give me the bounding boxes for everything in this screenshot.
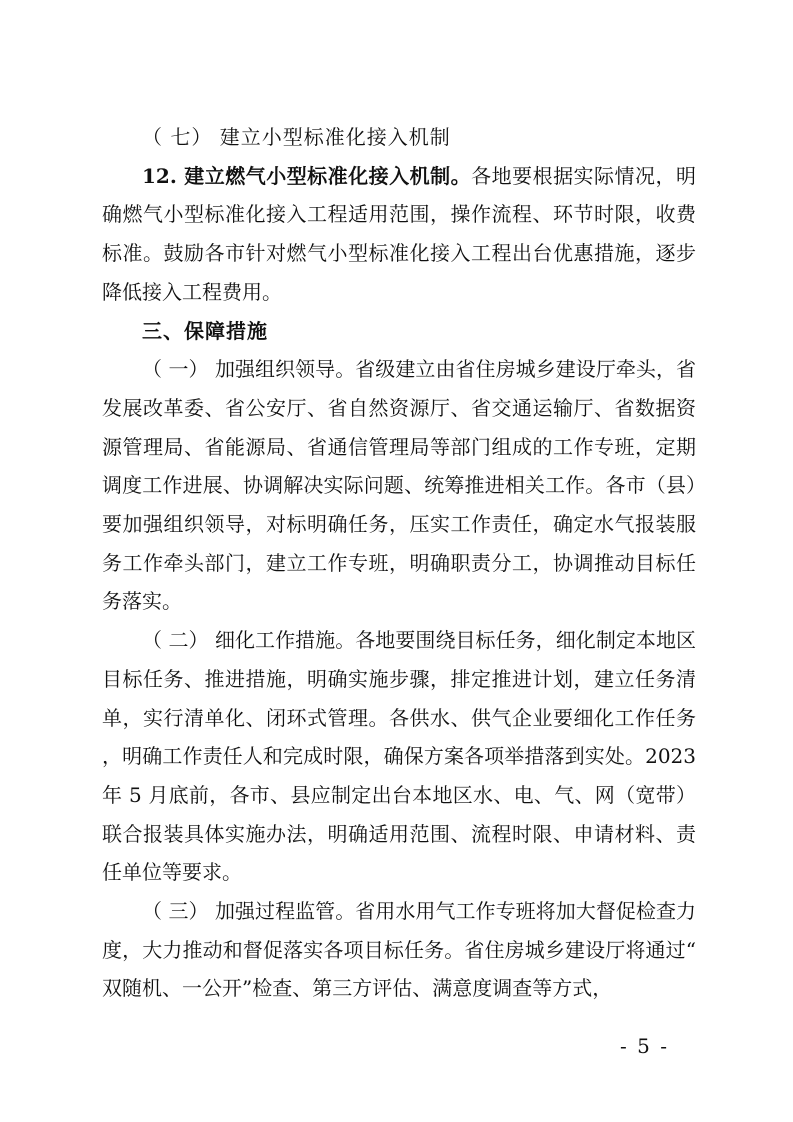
paragraph-item-12: [102, 157, 696, 312]
paragraph-measures-text: 各地要围绕目标任务，细化制定本地区目标任务、推进措施，明确实施步骤，排定推进计划，建立任务清单，实行清单化、闭环式管理。各供水、供气企业要细化工作任务，明确工作责任人和完成时限，确保方案各项举措落到实处。2023 年 5 月底前，各市、县应制定出台本地区水、电、气、网（宽带）联合报装具体实施办法，明确适用范围、流程时限、申请材料、责任单位等要求。: [102, 628, 696, 885]
paragraph-measures-lead: （ 二） 细化工作措施。: [142, 628, 356, 653]
item-12-lead: 12. 建立燃气小型标准化接入机制。: [142, 163, 472, 188]
part-3-heading-text: 三、保障措施: [142, 318, 268, 343]
paragraph-measures: [102, 621, 696, 892]
section-heading-7-text: （ 七） 建立小型标准化接入机制: [142, 125, 451, 149]
text-block: [102, 118, 696, 1008]
page-number: - 5 -: [620, 1034, 669, 1058]
paragraph-supervision-text: 省用水用气工作专班将加大督促检查力度，大力推动和督促落实各项目标任务。省住房城乡建设厅将通过“双随机、一公开”检查、第三方评估、满意度调查等方式，: [102, 899, 696, 1001]
paragraph-organization-text: 省级建立由省住房城乡建设厅牵头，省发展改革委、省公安厅、省自然资源厅、省交通运输厅、省数据资源管理局、省能源局、省通信管理局等部门组成的工作专班，定期调度工作进展、协调解决实际问题、统筹推进相关工作。各市（县）要加强组织领导，对标明确任务，压实工作责任，确定水气报装服务工作牵头部门，建立工作专班，明确职责分工，协调推动目标任务落实。: [102, 357, 696, 614]
paragraph-supervision: [102, 892, 696, 1008]
paragraph-organization-lead: （ 一） 加强组织领导。: [142, 357, 356, 382]
section-heading-7: [102, 118, 696, 157]
paragraph-organization: [102, 350, 696, 621]
document-body: [102, 118, 696, 1008]
item-12-text: 各地要根据实际情况，明确燃气小型标准化接入工程适用范围，操作流程、环节时限，收费标准。鼓励各市针对燃气小型标准化接入工程出台优惠措施，逐步降低接入工程费用。: [102, 163, 697, 304]
paragraph-supervision-lead: （ 三） 加强过程监管。: [142, 899, 356, 924]
part-3-heading: [102, 312, 696, 351]
